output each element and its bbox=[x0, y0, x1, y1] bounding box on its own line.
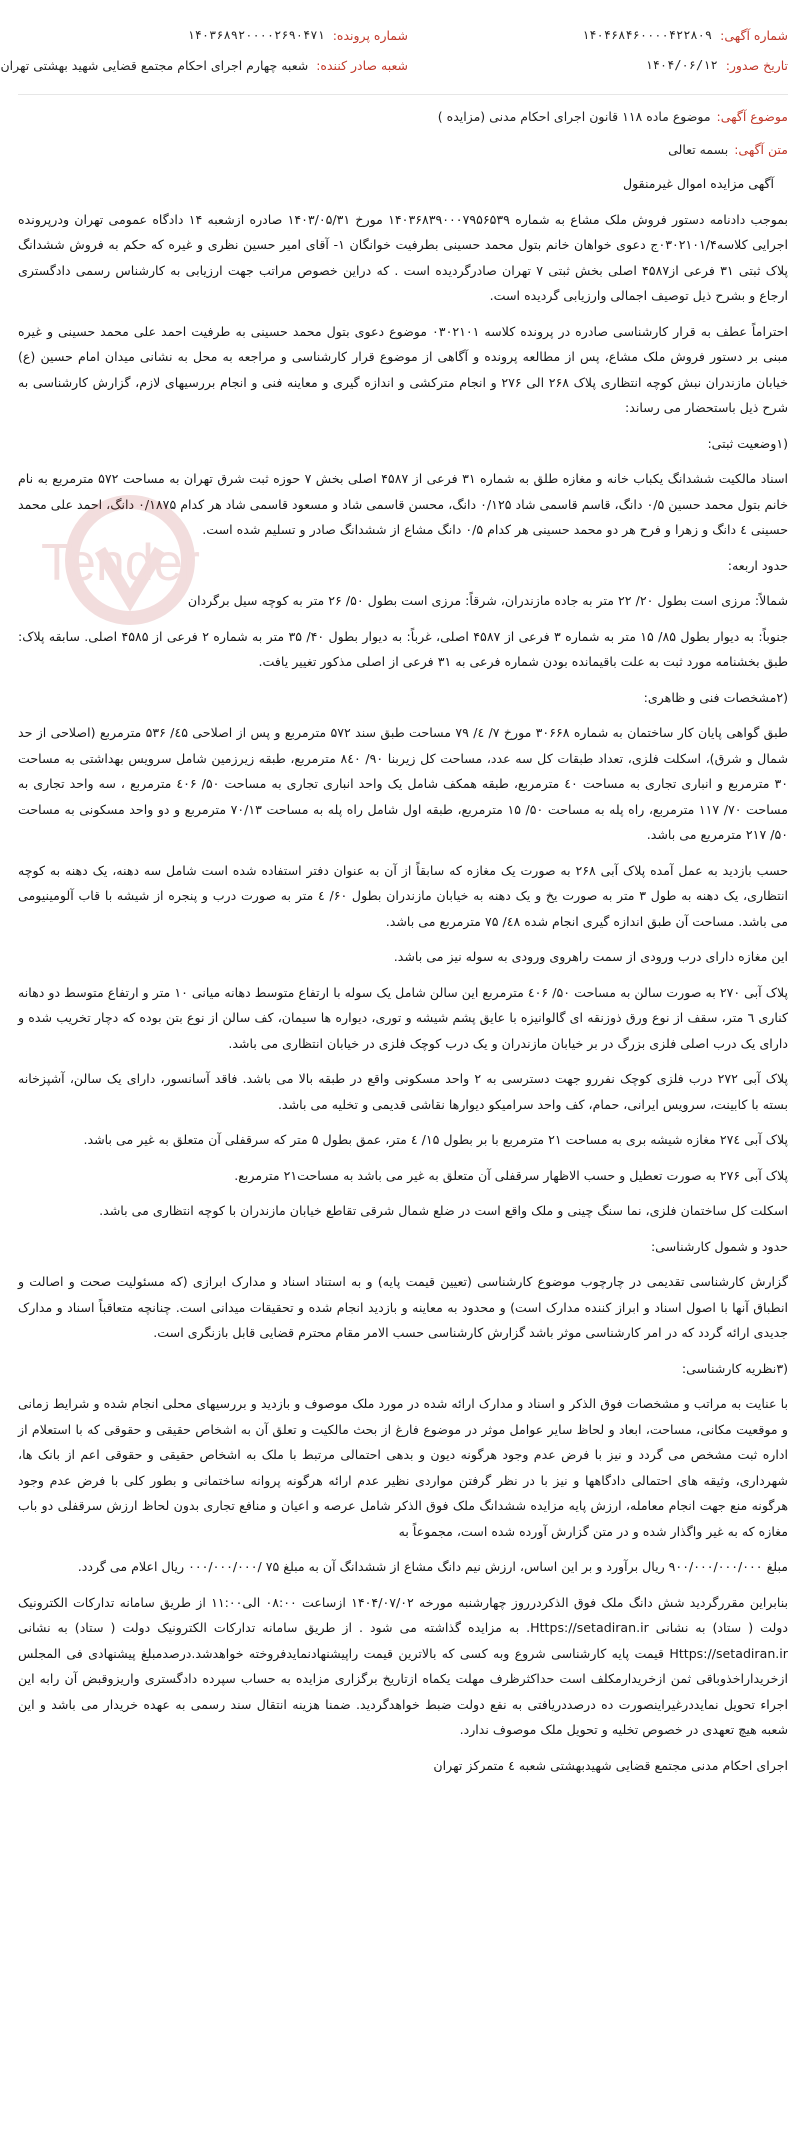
heading-technical-specs: (۲مشخصات فنی و ظاهری: bbox=[643, 689, 788, 705]
heading-boundaries: حدود اربعه: bbox=[727, 557, 788, 573]
paragraph-expert-opinion: با عنایت به مراتب و مشخصات فوق الذکر و اسناد و مدارک ارائه شده در مورد ملک موصوف و بازدید و بررسیهای محلی انجام شده و شرایط زمانی و موقعیت مکانی، مساحت، ابعاد و لحاظ سایر عوامل موثر در موضوع فارغ از بحث مالکیت و تعلق آن به اشخاص حقیقی و حقوقی که با استعلام از اداره ثبت مشخص می گردد و نیز با فرض عدم وجود هرگونه دیون و بدهی احتمالی مرتبط با ملک به اشخاص حقیقی و حقوقی اعم از بانک ها، شهرداری، وثیقه های احتمالی دادگاهها و نیز با در نظر گرفتن مواردی نظیر عدم ارائه هرگونه پروانه ساختمانی و بطور کلی با فرض عدم وجود هرگونه منع جهت انجام معامله، ارزش پایه مزایده ششدانگ ملک فوق الذکر شامل عرصه و اعیان و منافع تجاری بدون لحاظ ارزش سرقفلی دو باب مغازه که به غیر واگذار شده و در متن گزارش آورده شده است، مجموعاً به bbox=[18, 1396, 788, 1539]
header-divider bbox=[18, 94, 788, 95]
subject-label: موضوع آگهی: bbox=[716, 109, 788, 124]
watermark-text: Tender bbox=[41, 534, 200, 592]
text-intro-field bbox=[18, 142, 788, 157]
issuing-branch-value: شعبه چهارم اجرای احکام مجتمع قضایی شهید بهشتی تهران bbox=[0, 57, 309, 73]
paragraph-signature-office: اجرای احکام مدنی مجتمع قضایی شهیدبهشتی شعبه ٤ متمرکز تهران bbox=[433, 1757, 788, 1773]
paragraph-plate-272: پلاک آبی ۲۷۲ درب فلزی کوچک نفررو جهت دسترسی به ۲ واحد مسکونی واقع در طبقه بالا می باشد. فاقد آسانسور، دارای یک سالن، آشپزخانه بسته با کابینت، سرویس ایرانی، حمام، کف واحد سرامیکو دیوارها نقاشی قدیمی و تخلیه می باشد. bbox=[18, 1071, 788, 1112]
ad-number-field bbox=[428, 28, 788, 43]
heading-registration-status: (۱وضعیت ثبتی: bbox=[707, 435, 788, 451]
heading-scope: حدود و شمول کارشناسی: bbox=[650, 1238, 788, 1254]
paragraph-ownership-deeds: اسناد مالکیت ششدانگ یکباب خانه و مغازه طلق به شماره ۳۱ فرعی از ۴۵۸۷ اصلی بخش ۷ حوزه ثبت شرق تهران به مساحت ۵۷۲ مترمربع به نام خانم بتول محمد حسین ۰/۵ دانگ، قاسم قاسمی شاد ۰/۱۲۵ دانگ، محسن قاسمی شاد و مسعود قاسمی شاد هر کدام ۰/۱۸۷۵ دانگ، احمد علی محمد حسینی ٤ دانگ و زهرا و فرح هر دو محمد حسینی هر کدام ۰/۵ دانگ مشاع از ششدانگ صادر و تسلیم شده است. bbox=[18, 471, 788, 537]
text-intro-label: متن آگهی: bbox=[734, 142, 788, 157]
subject-field bbox=[18, 109, 788, 124]
paragraph-expert-intro: احتراماً عطف به قرار کارشناسی صادره در پرونده کلاسه ۰۳۰۲۱۰۱ موضوع دعوی بتول محمد حسینی به طرفیت احمد علی محمد حسینی و غیره مبنی بر دستور فروش ملک مشاع، پس از مطالعه پرونده و آگاهی از موضوع قرار کارشناسی و مراجعه به محل به نشانی میدان امام حسین (ع) خیابان مازندران نبش کوچه انتظاری پلاک ۲۶۸ الی ۲۷۶ و انجام مترکشی و اندازه گیری و معاینه فنی و انجام بررسیهای لازم، گزارش کارشناسی به شرح ذیل باستحضار می رساند: bbox=[18, 323, 789, 415]
paragraph-plate-268: حسب بازدید به عمل آمده پلاک آبی ۲۶۸ به صورت یک مغازه که سابقاً از آن به عنوان دفتر استفاده شده است شامل سه دهنه، یک دهنه به کوچه انتظاری، یک دهنه به طول ۳ متر به صورت یخ و یک دهنه به خیابان مازندران بطول ۶۰/ ٤ متر به صورت درب و پنجره از شیشه با قاب آلومینیومی می باشد. مساحت آن طبق اندازه گیری انجام شده ٤۸/ ۷۵ مترمربع می باشد. bbox=[18, 862, 789, 929]
paragraph-ruling: بموجب دادنامه دستور فروش ملک مشاع به شماره ۱۴۰۳۶۸۳۹۰۰۰۷۹۵۶۵۳۹ مورخ ۱۴۰۳/۰۵/۳۱ صادره ازشعبه ۱۴ دادگاه عمومی تهران ودرپرونده اجرایی کلاسه۰۳۰۲۱۰۱/۴ج دعوی خواهان خانم بتول محمد حسینی بطرفیت خوانگان ۱- آقای امیر حسین نظری و غیره که حکم به فروش ششدانگ پلاک ثبتی ۳۱ فرعی از۴۵۸۷ اصلی بخش ثبتی ۷ تهران صادرگردیده است . که دراین خصوص مراتب جهت ارزیابی به کارشناس رسمی دادگستری ارجاع و بشرح ذیل توصیف اجمالی وارزیابی گردیده است. bbox=[18, 211, 789, 303]
heading-expert-opinion: (۳نظریه کارشناسی: bbox=[681, 1360, 788, 1376]
issue-date-field bbox=[428, 58, 788, 73]
issue-date-value: ۱۴۰۴/۰۶/۱۲ bbox=[645, 58, 718, 72]
text-intro-value: بسمه تعالی bbox=[668, 142, 729, 157]
paragraph-north-east: شمالاً: مرزی است بطول ۲۰/ ۲۲ متر به جاده مازندران، شرقاً: مرزی است بطول ۵۰/ ۲۶ متر به کوچه سیل برگردان bbox=[187, 593, 788, 608]
paragraph-scope: گزارش کارشناسی تقدیمی در چارچوب موضوع کارشناسی (تعیین قیمت پایه) و به استناد اسناد و مدارک ابرازی (که مسئولیت صحت و اصالت و انطباق آنها با اصول اسناد و ابراز کننده مدارک است) و محدود به معاینه و بازدید انجام شده و تحقیقات میدانی است. چنانچه متعاقباً اسناد و مدارک جدیدی ارائه گردد که در امر کارشناسی موثر باشد گزارش کارشناسی حسب الامر مقام محترم قضایی قابل بازنگری است. bbox=[18, 1274, 788, 1340]
meta-row-2 bbox=[0, 50, 788, 80]
ad-title: آگهی مزایده اموال غیرمنقول bbox=[622, 176, 774, 191]
paragraph-plate-274: پلاک آبی ۲۷٤ مغازه شیشه بری به مساحت ۲۱ مترمربع با بر بطول ۱۵/ ٤ متر، عمق بطول ۵ متر که سرقفلی آن متعلق به غیر می باشد. bbox=[83, 1132, 788, 1147]
paragraph-south-west: جنوباً: به دیوار بطول ۸۵/ ۱۵ متر به شماره ۳ فرعی از ۴۵۸۷ اصلی، غرباً: به دیوار بطول ۴۰/ ۳۵ متر به شماره ۲ فرعی از ۴۵۸۵ اصلی. سابقه پلاک: طبق بخشنامه مورد ثبت به علت باقیمانده بودن شماره فرعی به ۳۱ فرعی از اصلی مذکور تغییر یافت. bbox=[18, 628, 789, 669]
meta-row-1 bbox=[18, 20, 788, 50]
ad-body bbox=[18, 171, 788, 1778]
paragraph-shop-door: این مغازه دارای درب ورودی از سمت راهروی ورودی به سوله نیز می باشد. bbox=[393, 949, 788, 964]
issuing-branch-label: شعبه صادر کننده: bbox=[316, 57, 408, 73]
ad-number-label: شماره آگهی: bbox=[720, 27, 788, 43]
paragraph-plate-276: پلاک آبی ۲۷۶ به صورت تعطیل و حسب الاظهار سرقفلی آن متعلق به غیر می باشد به مساحت۲۱ مترمربع. bbox=[234, 1167, 788, 1183]
paragraph-plate-270: پلاک آبی ۲۷۰ به صورت سالن به مساحت ۵۰/ ٤۰۶ مترمربع این سالن شامل یک سوله با ارتفاع متوسط دهانه میانی ۱۰ متر و ارتفاع متوسط دو دهانه کناری ٦ متر، سقف از نوع ورق ذوزنقه ای گالوانیزه با عایق پشم شیشه و توری، دیواره ها سیمان، کف سالن از نوع بتن بوده که دچار تخریب شده و دارای یک درب اصلی فلزی بزرگ در بر خیابان مازندران و یک درب کوچک فلزی در خیابان انتظاری می باشد. bbox=[18, 984, 789, 1051]
paragraph-valuation: مبلغ ۹۰۰/۰۰۰/۰۰۰/۰۰۰ ریال برآورد و بر این اساس، ارزش نیم دانگ مشاع از ششدانگ آن به مبلغ ۷۵ /۰۰۰/۰۰۰/۰۰۰ ریال اعلام می گردد. bbox=[77, 1559, 788, 1574]
paragraph-auction-terms: بنابراین مقررگردید شش دانگ ملک فوق الذکردرروز چهارشنبه مورخه ۱۴۰۴/۰۷/۰۲ ازساعت ۰۸:۰۰ الی۱۱:۰۰ از طریق سامانه تدارکات الکترونیک دولت ( ستاد) به نشانی Https://setadiran.ir. به مزایده گذاشته می شود . از طریق سامانه تدارکات الکترونیک دولت ( ستاد) به نشانی Https://setadiran.ir قیمت پایه کارشناسی شروع وبه کسی که بالاترین قیمت راپیشنهادنمایدفروخته خواهدشد.درصدمبلغ پیشنهادی فی المجلس ازخریداراخذوباقی ثمن ازخریدارمکلف است حداکثرظرف مهلت یکماه ازتاریخ برگزاری مزایده به حساب سپرده دادگستری واریزوقبض آن رابه این اجراء تحویل نمایددرغیراینصورت ده درصددریافتی به نفع دولت ضبط خواهدگردید. ضمنا هزینه انتقال سند رسمی به عهده خریدار می باشد و این شعبه هیچ تعهدی در خصوص تخلیه و تحویل ملک موصوف ندارد. bbox=[18, 1594, 789, 1737]
issuing-branch-field bbox=[0, 57, 408, 73]
case-number-value: ۱۴۰۳۶۸۹۲۰۰۰۰۲۶۹۰۴۷۱ bbox=[187, 28, 325, 42]
ad-number-value: ۱۴۰۴۶۸۴۶۰۰۰۰۴۲۲۸۰۹ bbox=[582, 28, 713, 42]
issue-date-label: تاریخ صدور: bbox=[725, 57, 788, 73]
case-number-label: شماره پرونده: bbox=[332, 27, 408, 43]
paragraph-building-structure: اسکلت کل ساختمان فلزی، نما سنگ چینی و ملک واقع است در ضلع شمال شرقی تقاطع خیابان مازندران با کوچه انتظاری می باشد. bbox=[99, 1203, 788, 1218]
case-number-field bbox=[18, 28, 408, 43]
subject-value: موضوع ماده ۱۱۸ قانون اجرای احکام مدنی (مزایده ) bbox=[437, 109, 711, 124]
paragraph-completion-certificate: طبق گواهی پایان کار ساختمان به شماره ۳۰۶۶۸ مورخ ۷/ ٤/ ۷۹ مساحت طبق سند ۵۷۲ مترمربع و پس از اصلاحی ٤۵/ ۵۳۶ مترمربع (اصلاحی از حد شمال و شرق)، اسکلت فلزی، تعداد طبقات کل سه عدد، مساحت کل زیربنا ۹۰/ ۸٤۰ مترمربع، طبقه زیرزمین شامل سرویس بهداشتی به مساحت ۳۰ مترمربع و انباری تجاری به مساحت ٤۰ مترمربع، طبقه همکف شامل یک واحد انباری تجاری به مساحت ۵۰/ ٤۰۶ مترمربع ، سه واحد تجاری به مساحت ۷۰/ ۱۱۷ مترمربع، راه پله به مساحت ۵۰/ ۱۵ مترمربع، طبقه اول شامل راه پله به مساحت ۷۰/۱۳ مترمربع و دو واحد مسکونی به مساحت ۵۰/ ۲۱۷ مترمربع می باشد. bbox=[18, 725, 789, 842]
